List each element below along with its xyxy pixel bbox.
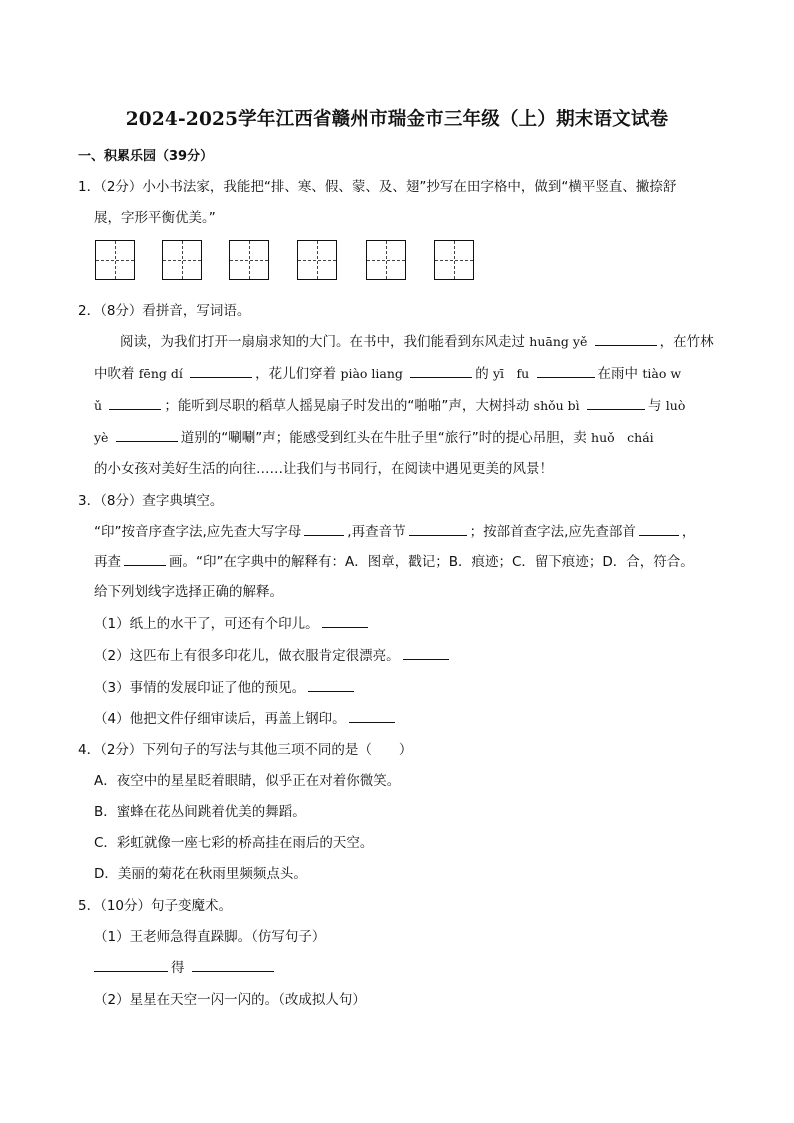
answer-blank[interactable] xyxy=(124,551,166,566)
tianzige-box-5[interactable] xyxy=(366,240,406,280)
q3-text: ,再查音节 xyxy=(347,524,406,540)
answer-blank[interactable] xyxy=(403,645,449,660)
section-heading: 一、积累乐园（39分） xyxy=(78,149,214,164)
pinyin-prompt: yī fu xyxy=(493,366,530,381)
q3-text: ；按部首查字法,应先查部首 xyxy=(469,524,636,540)
q4-option-d[interactable]: D．美丽的菊花在秋雨里频频点头。 xyxy=(94,866,307,882)
page-title: 2024-2025学年江西省赣州市瑞金市三年级（上）期末语文试卷 xyxy=(125,109,669,130)
q3-sub-text: （2）这匹布上有很多印花儿，做衣服肯定很漂亮。 xyxy=(94,648,400,664)
tianzige-box-3[interactable] xyxy=(229,240,269,280)
answer-blank[interactable] xyxy=(409,521,467,536)
q2-passage-line3 xyxy=(94,394,685,414)
q2-passage-line5: 的小女孩对美好生活的向往……让我们与书同行，在阅读中遇见更美的风景！ xyxy=(94,461,553,477)
q1-line2: 展，字形平衡优美。” xyxy=(94,210,216,226)
q3-text: “印”按音序查字法,应先查大写字母 xyxy=(94,524,302,540)
q4-option-b[interactable]: B．蜜蜂在花丛间跳着优美的舞蹈。 xyxy=(94,804,306,820)
q2-text: 与 xyxy=(647,398,662,414)
q3-sub-text: （3）事情的发展印证了他的预见。 xyxy=(94,680,306,696)
answer-blank[interactable] xyxy=(304,521,344,536)
answer-blank[interactable] xyxy=(595,331,657,346)
q2-passage-line1 xyxy=(120,330,714,350)
q3-sub-text: （4）他把文件仔细审读后，再盖上钢印。 xyxy=(94,711,346,727)
tianzige-box-1[interactable] xyxy=(95,240,135,280)
answer-blank[interactable] xyxy=(537,363,595,378)
q3-sub3 xyxy=(94,676,357,696)
q2-text: 阅读，为我们打开一扇扇求知的大门。在书中，我们能看到东风走过 xyxy=(120,334,525,350)
q1-line1: 1．（2分）小小书法家，我能把“排、寒、假、蒙、及、翅”抄写在田字格中，做到“横平竖直、撇捺舒 xyxy=(78,179,677,195)
tianzige-box-4[interactable] xyxy=(297,240,337,280)
pinyin-prompt: luò xyxy=(665,398,686,413)
answer-blank[interactable] xyxy=(192,957,274,972)
q3-sub4 xyxy=(94,707,398,727)
q3-sub2 xyxy=(94,644,452,664)
answer-blank[interactable] xyxy=(349,708,395,723)
q5-sub1-answer-line xyxy=(94,956,277,976)
pinyin-prompt: yè xyxy=(94,430,109,445)
q2-passage-line2 xyxy=(94,362,681,382)
q2-text: ；能听到尽职的稻草人摇晃扇子时发出的“啪啪”声，大树抖动 xyxy=(164,398,530,414)
pinyin-prompt: huāng yě xyxy=(529,334,588,349)
q3-sub-text: （1）纸上的水干了，可还有个印儿。 xyxy=(94,616,319,632)
pinyin-prompt: fēng dí xyxy=(138,366,183,381)
pinyin-prompt: piào liang xyxy=(340,366,403,381)
q3-text: 再查 xyxy=(94,554,121,570)
q4-option-c[interactable]: C．彩虹就像一座七彩的桥高挂在雨后的天空。 xyxy=(94,835,374,851)
answer-blank[interactable] xyxy=(639,521,679,536)
q3-line3: 给下列划线字选择正确的解释。 xyxy=(94,584,283,600)
q2-text: 在雨中 xyxy=(597,366,639,382)
q4-heading: 4．（2分）下列句子的写法与其他三项不同的是（ ） xyxy=(78,742,413,758)
q3-heading: 3．（8分）查字典填空。 xyxy=(78,493,224,509)
answer-blank[interactable] xyxy=(587,395,645,410)
answer-blank[interactable] xyxy=(322,613,368,628)
q3-text: 画。“印”在字典中的解释有：A．图章，戳记；B．痕迹；C．留下痕迹；D．合，符合。 xyxy=(169,554,694,570)
q4-option-a[interactable]: A．夜空中的星星眨着眼睛，似乎正在对着你微笑。 xyxy=(94,773,401,789)
q2-text: 中吹着 xyxy=(94,366,135,382)
q2-text: ，花儿们穿着 xyxy=(255,366,337,382)
q5-heading: 5．（10分）句子变魔术。 xyxy=(78,898,233,914)
answer-blank[interactable] xyxy=(308,677,354,692)
q2-text: 的 xyxy=(475,366,489,382)
q2-heading: 2．（8分）看拼音，写词语。 xyxy=(78,303,251,319)
answer-blank[interactable] xyxy=(190,363,252,378)
q5-sub1: （1）王老师急得直跺脚。（仿写句子） xyxy=(94,929,326,945)
q3-line1 xyxy=(94,520,695,540)
tianzige-box-6[interactable] xyxy=(434,240,474,280)
answer-blank[interactable] xyxy=(116,427,178,442)
answer-blank[interactable] xyxy=(410,363,472,378)
tianzige-box-2[interactable] xyxy=(162,240,202,280)
pinyin-prompt: ǔ xyxy=(94,398,103,413)
q2-passage-line4 xyxy=(94,426,654,446)
q3-sub1 xyxy=(94,612,371,632)
pinyin-prompt: huǒ chái xyxy=(591,430,654,445)
q3-text: ， xyxy=(681,524,696,540)
answer-blank[interactable] xyxy=(94,957,168,972)
q5-text: 得 xyxy=(171,960,185,976)
q3-line2 xyxy=(94,550,694,570)
q2-text: ，在竹林 xyxy=(659,334,714,350)
q5-sub2: （2）星星在天空一闪一闪的。（改成拟人句） xyxy=(94,992,366,1008)
q2-text: 道别的“唰唰”声；能感受到红头在牛肚子里“旅行”时的提心吊胆，卖 xyxy=(180,430,587,446)
pinyin-prompt: tiào w xyxy=(642,366,682,381)
pinyin-prompt: shǒu bì xyxy=(533,398,580,413)
answer-blank[interactable] xyxy=(109,395,161,410)
